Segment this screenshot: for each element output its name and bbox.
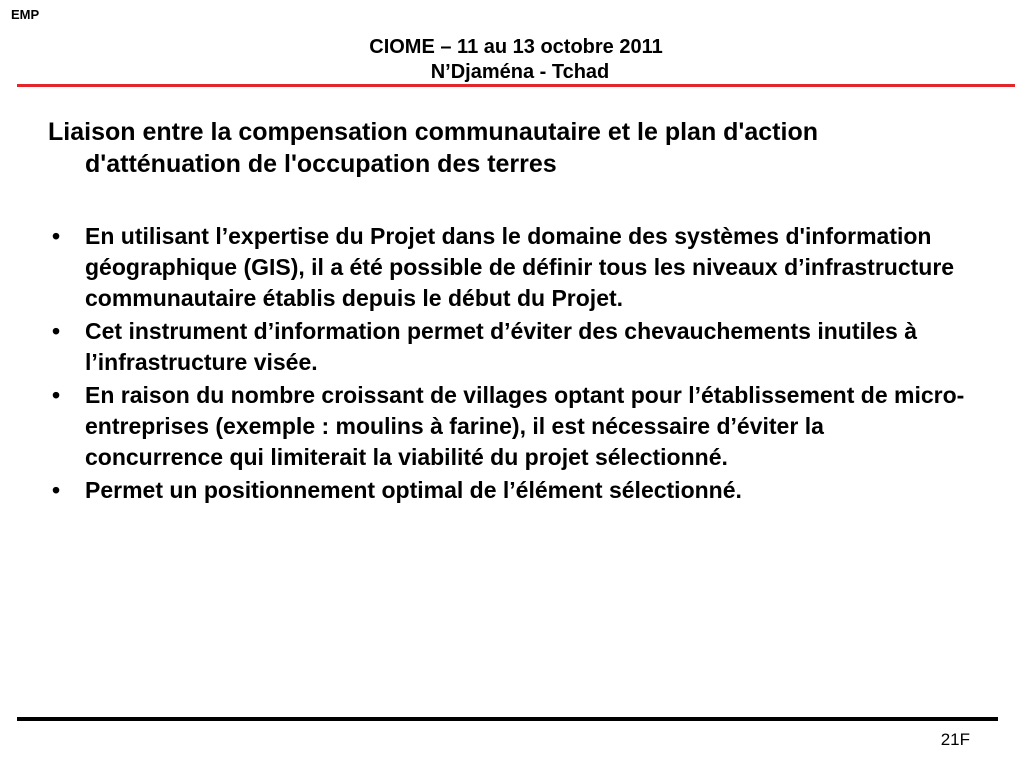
bullet-text: Permet un positionnement optimal de l’élément sélectionné. bbox=[85, 477, 742, 503]
page-number: 21F bbox=[940, 730, 970, 749]
bullet-text: En utilisant l’expertise du Projet dans le domaine des systèmes d'information géographique (GIS), il a été possible de définir tous les niveaux d’infrastructure communautaire établis depuis le début du Projet. bbox=[85, 223, 955, 311]
bullet-text: Cet instrument d’information permet d’éviter des chevauchements inutiles à l’infrastructure visée. bbox=[85, 318, 918, 375]
bullet-item bbox=[48, 380, 965, 473]
slide-header bbox=[0, 35, 1024, 85]
bullet-list bbox=[48, 221, 968, 506]
bullet-item bbox=[48, 221, 965, 314]
footer-divider bbox=[17, 717, 998, 721]
slide-lead-title: Liaison entre la compensation communautaire et le plan d'action d'atténuation de l'occupation des terres bbox=[48, 118, 818, 178]
header-location-line: N’Djaména - Tchad bbox=[430, 61, 610, 83]
header-divider bbox=[17, 84, 1015, 87]
bullet-item bbox=[48, 316, 965, 378]
bullet-dot-icon: • bbox=[52, 477, 61, 503]
slide-body bbox=[48, 116, 968, 508]
bullet-dot-icon: • bbox=[52, 382, 61, 408]
bullet-dot-icon: • bbox=[52, 223, 61, 249]
header-event-line: CIOME – 11 au 13 octobre 2011 bbox=[369, 36, 663, 58]
corner-label: EMP bbox=[11, 7, 40, 22]
bullet-item bbox=[48, 475, 965, 506]
bullet-text: En raison du nombre croissant de villages optant pour l’établissement de micro-entreprises (exemple : moulins à farine), il est nécessaire d’éviter la concurrence qui limiterait la viabilité du projet sélectionné. bbox=[85, 382, 965, 470]
bullet-dot-icon: • bbox=[52, 318, 61, 344]
